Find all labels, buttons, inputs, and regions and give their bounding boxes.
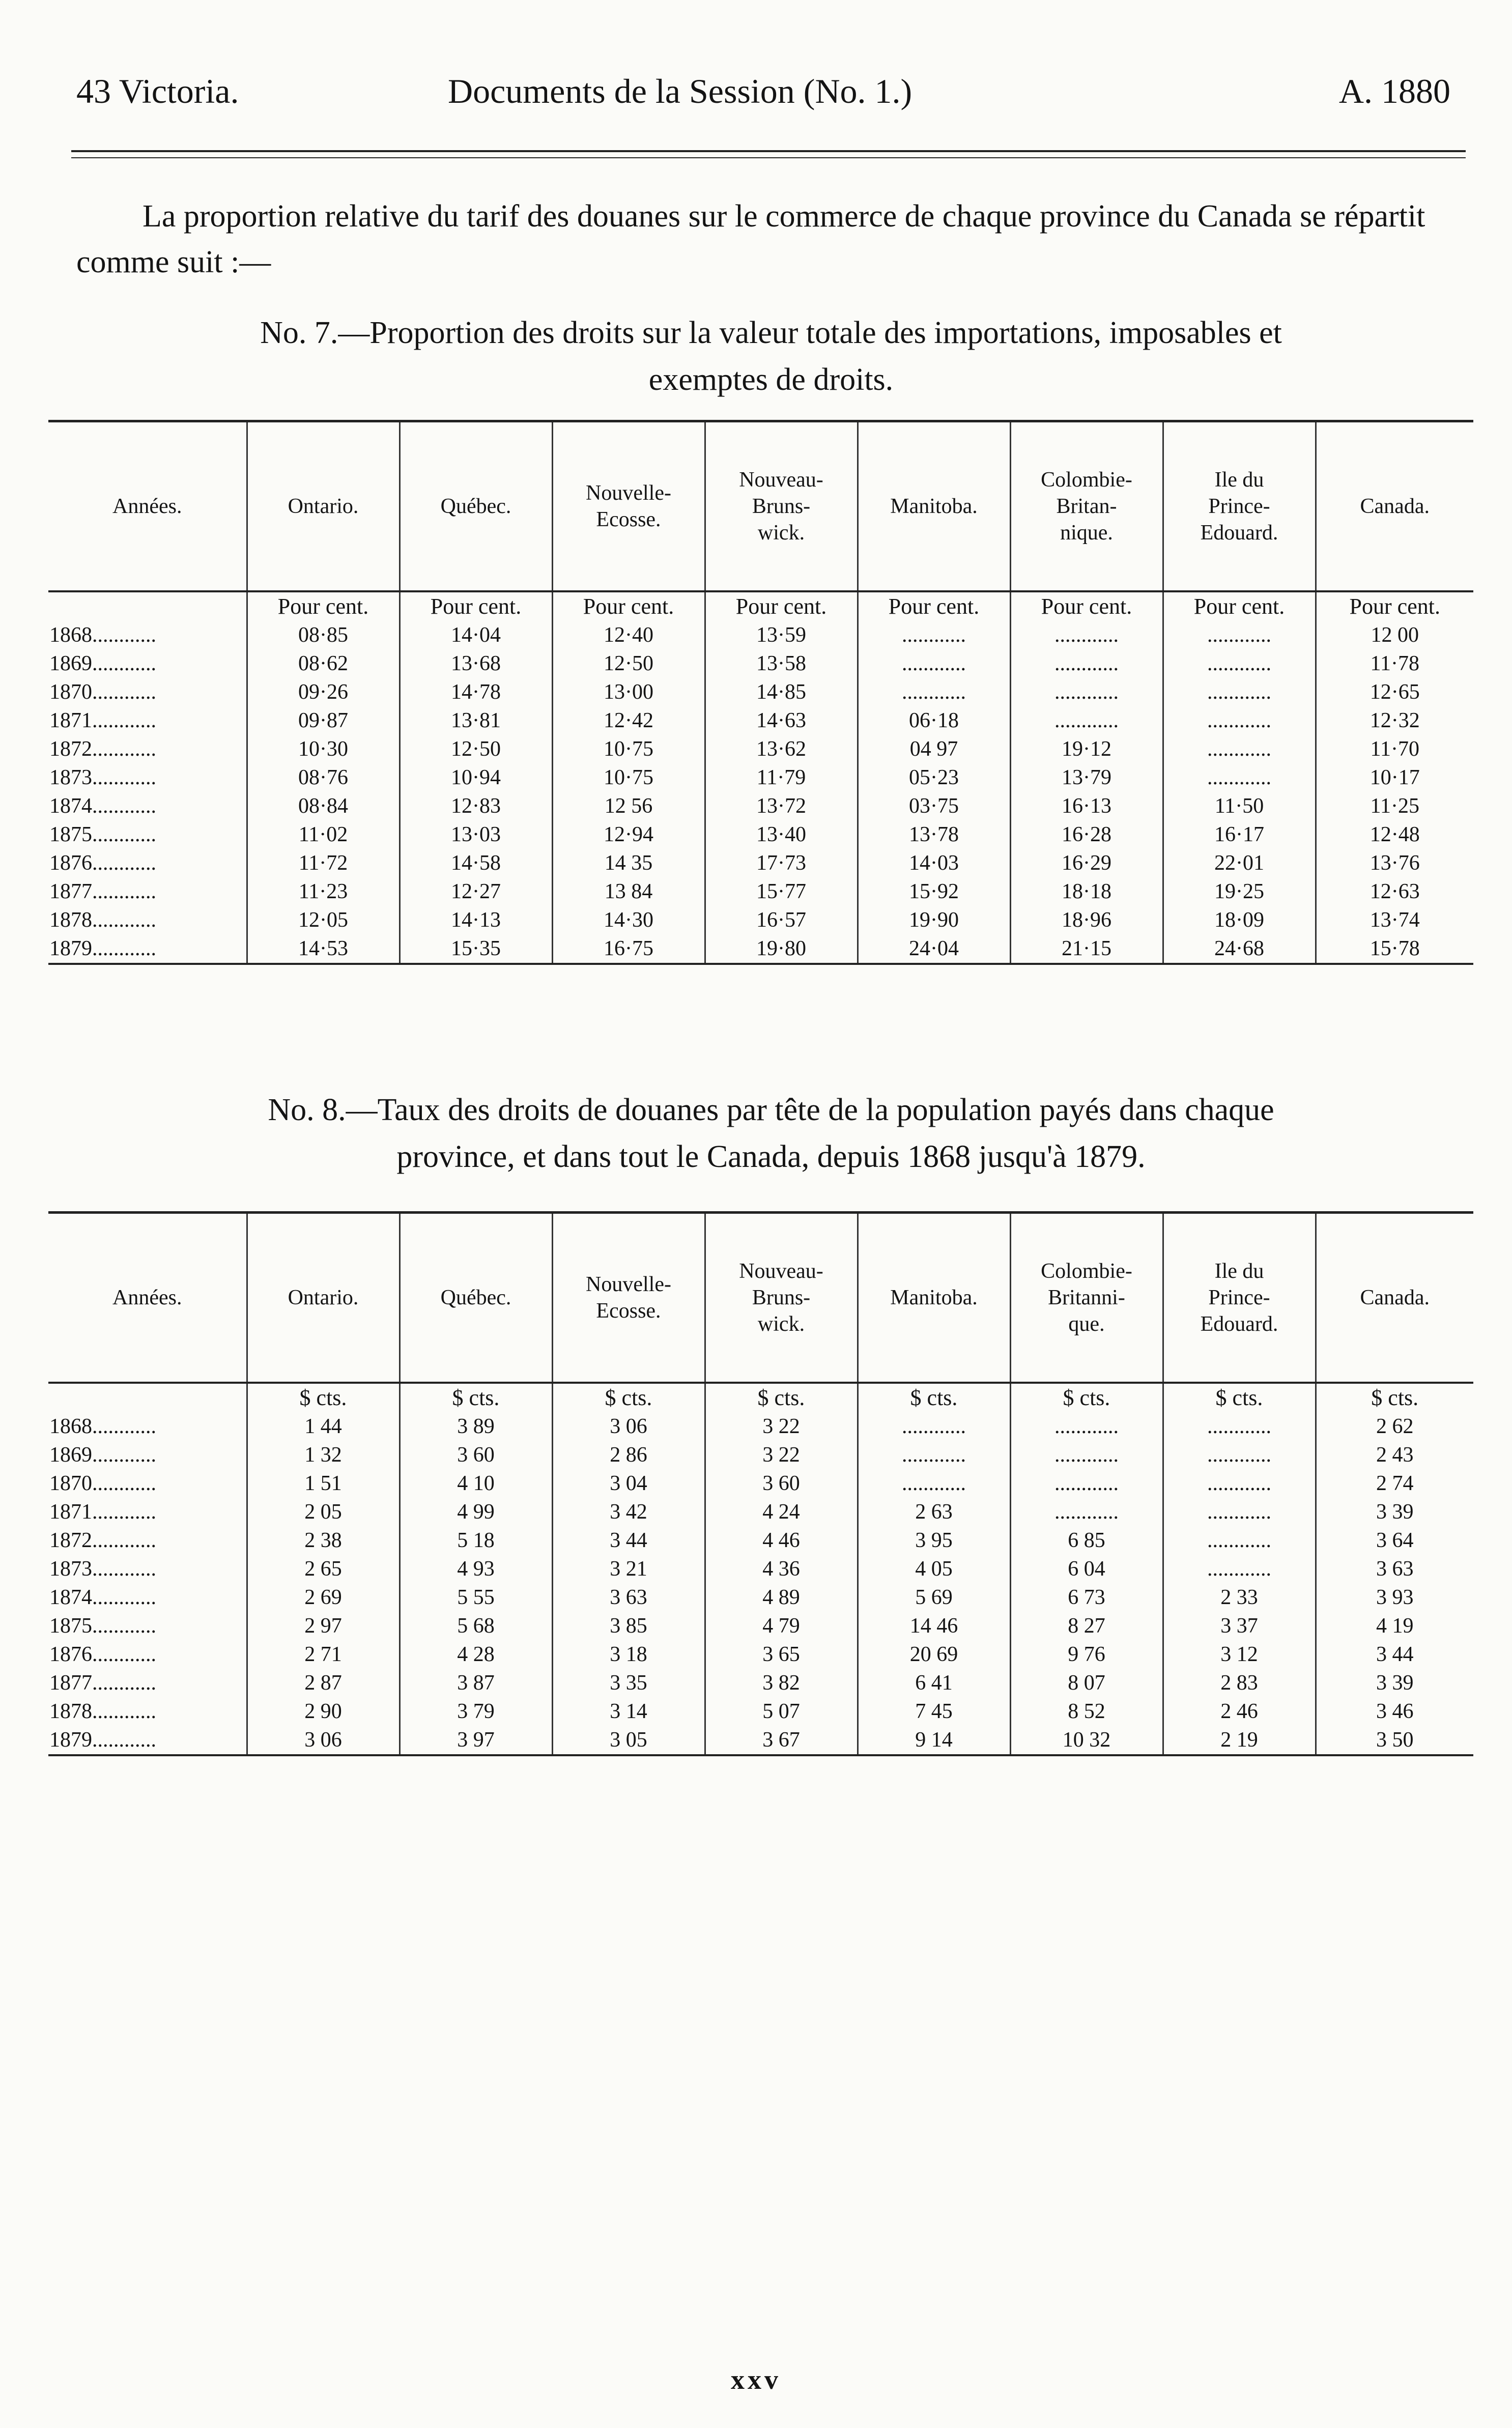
value-cell: 4 28 <box>400 1640 552 1669</box>
year-cell: 1870............ <box>49 1472 156 1495</box>
value-cell: 09·87 <box>247 706 400 735</box>
table7-duty-proportion <box>48 420 1473 965</box>
value-cell: 3 06 <box>552 1412 705 1441</box>
value-cell: ............ <box>1010 1469 1163 1498</box>
value-cell: 8 52 <box>1010 1697 1163 1726</box>
value-cell: 10·94 <box>400 763 552 792</box>
value-cell: 5 07 <box>705 1697 858 1726</box>
value-cell: 13·72 <box>705 792 858 820</box>
year-cell: 1876............ <box>49 851 156 875</box>
table-row <box>48 1441 1473 1469</box>
value-cell: 3 50 <box>1316 1726 1473 1755</box>
value-cell: 24·68 <box>1163 934 1316 964</box>
value-cell: 3 82 <box>705 1669 858 1697</box>
column-header: Nouvelle- Ecosse. <box>552 421 705 592</box>
value-cell: 3 06 <box>247 1726 400 1755</box>
year-cell: 1868............ <box>49 1415 156 1438</box>
column-header: Québec. <box>400 1213 552 1383</box>
value-cell: 4 19 <box>1316 1612 1473 1640</box>
value-cell: 11·02 <box>247 820 400 849</box>
value-cell: 12·63 <box>1316 877 1473 906</box>
value-cell: 2 83 <box>1163 1669 1316 1697</box>
unit-label <box>48 591 247 621</box>
value-cell: 3 97 <box>400 1726 552 1755</box>
value-cell: 15·78 <box>1316 934 1473 964</box>
year-cell: 1877............ <box>49 880 156 903</box>
value-cell: 3 44 <box>1316 1640 1473 1669</box>
table8-caption <box>76 1087 1466 1180</box>
value-cell: 5 18 <box>400 1526 552 1555</box>
value-cell: ............ <box>858 621 1010 649</box>
value-cell: 12·05 <box>247 906 400 934</box>
year-cell: 1874............ <box>49 794 156 818</box>
value-cell: 03·75 <box>858 792 1010 820</box>
value-cell: 2 19 <box>1163 1726 1316 1755</box>
unit-label: $ cts. <box>858 1383 1010 1412</box>
value-cell: 17·73 <box>705 849 858 877</box>
value-cell: 13·79 <box>1010 763 1163 792</box>
value-cell: 12·94 <box>552 820 705 849</box>
value-cell: ............ <box>1163 678 1316 706</box>
value-cell: ............ <box>858 649 1010 678</box>
column-header: Ile du Prince- Edouard. <box>1163 421 1316 592</box>
column-header: Colombie- Britan- nique. <box>1010 421 1163 592</box>
year-cell: 1872............ <box>49 737 156 761</box>
value-cell: 3 05 <box>552 1726 705 1755</box>
value-cell: 13·00 <box>552 678 705 706</box>
table-row <box>48 649 1473 678</box>
value-cell: 2 46 <box>1163 1697 1316 1726</box>
value-cell: 08·62 <box>247 649 400 678</box>
unit-label: $ cts. <box>1163 1383 1316 1412</box>
value-cell: 18·96 <box>1010 906 1163 934</box>
value-cell: 3 18 <box>552 1640 705 1669</box>
page-header <box>76 56 1461 117</box>
value-cell: 9 14 <box>858 1726 1010 1755</box>
column-header: Manitoba. <box>858 1213 1010 1383</box>
value-cell: 4 36 <box>705 1555 858 1583</box>
table-row <box>48 849 1473 877</box>
value-cell: 1 32 <box>247 1441 400 1469</box>
value-cell: 9 76 <box>1010 1640 1163 1669</box>
unit-label: Pour cent. <box>1316 591 1473 621</box>
table8-duty-per-capita <box>48 1211 1473 1756</box>
table-row <box>48 1697 1473 1726</box>
value-cell: 16·17 <box>1163 820 1316 849</box>
unit-label: $ cts. <box>400 1383 552 1412</box>
value-cell: ............ <box>1163 1441 1316 1469</box>
value-cell: 11·72 <box>247 849 400 877</box>
value-cell: ............ <box>1163 1469 1316 1498</box>
value-cell: 6 73 <box>1010 1583 1163 1612</box>
value-cell: 12·32 <box>1316 706 1473 735</box>
year-cell: 1879............ <box>48 934 247 964</box>
value-cell: 3 14 <box>552 1697 705 1726</box>
table7-header-row <box>48 421 1473 592</box>
value-cell: 3 35 <box>552 1669 705 1697</box>
intro-paragraph: La proportion relative du tarif des douanes sur le commerce de chaque province du Canada se répartit comme suit :— <box>76 199 1425 279</box>
value-cell: 5 68 <box>400 1612 552 1640</box>
value-cell: 3 85 <box>552 1612 705 1640</box>
value-cell: 08·85 <box>247 621 400 649</box>
value-cell: ............ <box>1010 1498 1163 1526</box>
value-cell: 4 89 <box>705 1583 858 1612</box>
table-row <box>48 1498 1473 1526</box>
value-cell: 13·62 <box>705 735 858 763</box>
value-cell: 2 62 <box>1316 1412 1473 1441</box>
value-cell: 1 44 <box>247 1412 400 1441</box>
value-cell: 10 32 <box>1010 1726 1163 1755</box>
value-cell: ............ <box>1163 706 1316 735</box>
table-row <box>48 1726 1473 1755</box>
year-cell: 1869............ <box>49 1443 156 1467</box>
value-cell: 16·13 <box>1010 792 1163 820</box>
value-cell: 4 79 <box>705 1612 858 1640</box>
value-cell: 2 86 <box>552 1441 705 1469</box>
table7-caption-line1: No. 7.—Proportion des droits sur la valeur totale des importations, imposables et <box>260 316 1282 350</box>
value-cell: 11·79 <box>705 763 858 792</box>
value-cell: 11·50 <box>1163 792 1316 820</box>
value-cell: 24·04 <box>858 934 1010 964</box>
value-cell: 4 05 <box>858 1555 1010 1583</box>
value-cell: ............ <box>1010 1412 1163 1441</box>
value-cell: 19·25 <box>1163 877 1316 906</box>
table7-units-row <box>48 591 1473 621</box>
header-rule <box>71 150 1466 158</box>
value-cell: 5 69 <box>858 1583 1010 1612</box>
value-cell: ............ <box>858 1412 1010 1441</box>
value-cell: 08·76 <box>247 763 400 792</box>
table-row <box>48 621 1473 649</box>
value-cell: 21·15 <box>1010 934 1163 964</box>
column-header: Ontario. <box>247 421 400 592</box>
value-cell: ............ <box>858 1469 1010 1498</box>
value-cell: 2 74 <box>1316 1469 1473 1498</box>
value-cell: 19·12 <box>1010 735 1163 763</box>
table-row <box>48 735 1473 763</box>
header-session: 43 Victoria. <box>76 72 239 110</box>
year-cell: 1875............ <box>49 823 156 846</box>
value-cell: 13 84 <box>552 877 705 906</box>
year-cell: 1870............ <box>49 680 156 704</box>
year-cell: 1877............ <box>49 1671 156 1695</box>
unit-label: Pour cent. <box>400 591 552 621</box>
value-cell: 3 64 <box>1316 1526 1473 1555</box>
value-cell: 14·85 <box>705 678 858 706</box>
header-year: A. 1880 <box>1338 72 1450 110</box>
value-cell: 13·59 <box>705 621 858 649</box>
value-cell: 09·26 <box>247 678 400 706</box>
column-header: Années. <box>48 1213 247 1383</box>
value-cell: 3 87 <box>400 1669 552 1697</box>
unit-label: Pour cent. <box>858 591 1010 621</box>
table-row <box>48 820 1473 849</box>
value-cell: 10·17 <box>1316 763 1473 792</box>
column-header: Nouveau- Bruns- wick. <box>705 1213 858 1383</box>
table-row <box>48 1526 1473 1555</box>
column-header: Ile du Prince- Edouard. <box>1163 1213 1316 1383</box>
value-cell: 4 24 <box>705 1498 858 1526</box>
value-cell: 3 37 <box>1163 1612 1316 1640</box>
value-cell: ............ <box>1163 763 1316 792</box>
value-cell: 3 39 <box>1316 1498 1473 1526</box>
value-cell: 13·76 <box>1316 849 1473 877</box>
value-cell: 15·35 <box>400 934 552 964</box>
value-cell: 2 90 <box>247 1697 400 1726</box>
value-cell: 2 69 <box>247 1583 400 1612</box>
value-cell: ............ <box>1010 621 1163 649</box>
table-row <box>48 1669 1473 1697</box>
value-cell: 10·30 <box>247 735 400 763</box>
column-header: Années. <box>48 421 247 592</box>
value-cell: 14·58 <box>400 849 552 877</box>
value-cell: ............ <box>1010 706 1163 735</box>
value-cell: ............ <box>858 1441 1010 1469</box>
value-cell: 18·18 <box>1010 877 1163 906</box>
value-cell: 14 46 <box>858 1612 1010 1640</box>
year-cell: 1869............ <box>49 652 156 675</box>
year-cell: 1868............ <box>49 623 156 647</box>
value-cell: ............ <box>858 678 1010 706</box>
value-cell: 8 07 <box>1010 1669 1163 1697</box>
value-cell: 2 65 <box>247 1555 400 1583</box>
value-cell: 06·18 <box>858 706 1010 735</box>
value-cell: 12·65 <box>1316 678 1473 706</box>
table-row <box>48 1412 1473 1441</box>
table8-header-row <box>48 1213 1473 1383</box>
value-cell: 1 51 <box>247 1469 400 1498</box>
value-cell: ............ <box>1163 1498 1316 1526</box>
value-cell: 13·81 <box>400 706 552 735</box>
value-cell: 13·40 <box>705 820 858 849</box>
table-row <box>48 706 1473 735</box>
value-cell: 3 12 <box>1163 1640 1316 1669</box>
value-cell: 14·63 <box>705 706 858 735</box>
value-cell: 3 44 <box>552 1526 705 1555</box>
value-cell: ............ <box>1010 678 1163 706</box>
value-cell: 12 56 <box>552 792 705 820</box>
value-cell: 3 89 <box>400 1412 552 1441</box>
unit-label <box>48 1383 247 1412</box>
unit-label: $ cts. <box>552 1383 705 1412</box>
year-cell: 1873............ <box>49 766 156 789</box>
value-cell: 12·42 <box>552 706 705 735</box>
value-cell: 12·40 <box>552 621 705 649</box>
value-cell: 6 04 <box>1010 1555 1163 1583</box>
value-cell: 2 63 <box>858 1498 1010 1526</box>
table-row <box>48 1583 1473 1612</box>
value-cell: ............ <box>1163 621 1316 649</box>
table7-caption-line2: exemptes de droits. <box>648 362 894 397</box>
value-cell: 2 33 <box>1163 1583 1316 1612</box>
column-header: Canada. <box>1316 1213 1473 1383</box>
column-header: Nouveau- Bruns- wick. <box>705 421 858 592</box>
value-cell: 14·03 <box>858 849 1010 877</box>
value-cell: 6 85 <box>1010 1526 1163 1555</box>
column-header: Ontario. <box>247 1213 400 1383</box>
value-cell: 14·78 <box>400 678 552 706</box>
column-header: Québec. <box>400 421 552 592</box>
value-cell: 2 38 <box>247 1526 400 1555</box>
value-cell: 12·27 <box>400 877 552 906</box>
value-cell: 3 60 <box>400 1441 552 1469</box>
value-cell: 13·58 <box>705 649 858 678</box>
value-cell: 3 95 <box>858 1526 1010 1555</box>
value-cell: 11·78 <box>1316 649 1473 678</box>
value-cell: 12 00 <box>1316 621 1473 649</box>
value-cell: 3 22 <box>705 1412 858 1441</box>
value-cell: 18·09 <box>1163 906 1316 934</box>
table7-caption <box>76 309 1466 403</box>
value-cell: ............ <box>1163 735 1316 763</box>
year-cell: 1873............ <box>49 1557 156 1581</box>
value-cell: 14·53 <box>247 934 400 964</box>
value-cell: 5 55 <box>400 1583 552 1612</box>
unit-label: Pour cent. <box>1010 591 1163 621</box>
value-cell: 19·90 <box>858 906 1010 934</box>
header-document: Documents de la Session (No. 1.) <box>448 72 912 110</box>
value-cell: 3 22 <box>705 1441 858 1469</box>
table-row <box>48 763 1473 792</box>
value-cell: 6 41 <box>858 1669 1010 1697</box>
value-cell: 13·03 <box>400 820 552 849</box>
value-cell: 8 27 <box>1010 1612 1163 1640</box>
table-row <box>48 678 1473 706</box>
value-cell: 3 93 <box>1316 1583 1473 1612</box>
value-cell: 4 99 <box>400 1498 552 1526</box>
unit-label: Pour cent. <box>247 591 400 621</box>
value-cell: 12·50 <box>400 735 552 763</box>
unit-label: Pour cent. <box>1163 591 1316 621</box>
value-cell: 13·78 <box>858 820 1010 849</box>
value-cell: 3 67 <box>705 1726 858 1755</box>
value-cell: 3 63 <box>1316 1555 1473 1583</box>
value-cell: 10·75 <box>552 763 705 792</box>
value-cell: 11·70 <box>1316 735 1473 763</box>
table-row <box>48 1640 1473 1669</box>
unit-label: Pour cent. <box>705 591 858 621</box>
value-cell: 14 35 <box>552 849 705 877</box>
table-row <box>48 906 1473 934</box>
column-header: Colombie- Britanni- que. <box>1010 1213 1163 1383</box>
value-cell: ............ <box>1163 1555 1316 1583</box>
page-number: xxv <box>731 2364 781 2395</box>
value-cell: 15·77 <box>705 877 858 906</box>
table-row <box>48 934 1473 964</box>
column-header: Manitoba. <box>858 421 1010 592</box>
value-cell: 13·68 <box>400 649 552 678</box>
value-cell: 16·29 <box>1010 849 1163 877</box>
value-cell: 4 46 <box>705 1526 858 1555</box>
table8-units-row <box>48 1383 1473 1412</box>
year-cell: 1878............ <box>49 908 156 932</box>
column-header: Nouvelle- Ecosse. <box>552 1213 705 1383</box>
value-cell: 4 93 <box>400 1555 552 1583</box>
unit-label: $ cts. <box>1010 1383 1163 1412</box>
value-cell: ............ <box>1010 1441 1163 1469</box>
value-cell: 10·75 <box>552 735 705 763</box>
value-cell: 2 05 <box>247 1498 400 1526</box>
value-cell: 7 45 <box>858 1697 1010 1726</box>
value-cell: 14·30 <box>552 906 705 934</box>
value-cell: 08·84 <box>247 792 400 820</box>
value-cell: 2 71 <box>247 1640 400 1669</box>
table-row <box>48 1612 1473 1640</box>
year-cell: 1879............ <box>48 1726 247 1755</box>
value-cell: 3 04 <box>552 1469 705 1498</box>
value-cell: 3 63 <box>552 1583 705 1612</box>
value-cell: 2 97 <box>247 1612 400 1640</box>
value-cell: 04 97 <box>858 735 1010 763</box>
year-cell: 1874............ <box>49 1586 156 1609</box>
table-row <box>48 792 1473 820</box>
value-cell: 2 87 <box>247 1669 400 1697</box>
value-cell: 3 42 <box>552 1498 705 1526</box>
value-cell: 20 69 <box>858 1640 1010 1669</box>
year-cell: 1872............ <box>49 1529 156 1552</box>
value-cell: 3 79 <box>400 1697 552 1726</box>
value-cell: 2 43 <box>1316 1441 1473 1469</box>
unit-label: Pour cent. <box>552 591 705 621</box>
value-cell: 12·50 <box>552 649 705 678</box>
value-cell: 16·28 <box>1010 820 1163 849</box>
value-cell: 3 65 <box>705 1640 858 1669</box>
value-cell: 16·57 <box>705 906 858 934</box>
value-cell: 12·48 <box>1316 820 1473 849</box>
table-row <box>48 1469 1473 1498</box>
column-header: Canada. <box>1316 421 1473 592</box>
table-row <box>48 1555 1473 1583</box>
value-cell: 3 60 <box>705 1469 858 1498</box>
year-cell: 1876............ <box>49 1643 156 1666</box>
value-cell: 3 39 <box>1316 1669 1473 1697</box>
value-cell: 3 21 <box>552 1555 705 1583</box>
value-cell: 4 10 <box>400 1469 552 1498</box>
value-cell: 11·25 <box>1316 792 1473 820</box>
year-cell: 1871............ <box>49 1500 156 1524</box>
value-cell: 16·75 <box>552 934 705 964</box>
unit-label: $ cts. <box>705 1383 858 1412</box>
value-cell: ............ <box>1163 1526 1316 1555</box>
value-cell: 15·92 <box>858 877 1010 906</box>
unit-label: $ cts. <box>247 1383 400 1412</box>
value-cell: 05·23 <box>858 763 1010 792</box>
value-cell: ............ <box>1010 649 1163 678</box>
value-cell: 22·01 <box>1163 849 1316 877</box>
value-cell: 14·04 <box>400 621 552 649</box>
value-cell: ............ <box>1163 649 1316 678</box>
table8-caption-line2: province, et dans tout le Canada, depuis 1868 jusqu'à 1879. <box>396 1139 1146 1174</box>
value-cell: 11·23 <box>247 877 400 906</box>
year-cell: 1875............ <box>49 1614 156 1638</box>
value-cell: 19·80 <box>705 934 858 964</box>
value-cell: 12·83 <box>400 792 552 820</box>
value-cell: 14·13 <box>400 906 552 934</box>
value-cell: ............ <box>1163 1412 1316 1441</box>
value-cell: 13·74 <box>1316 906 1473 934</box>
table8-caption-line1: No. 8.—Taux des droits de douanes par tête de la population payés dans chaque <box>268 1093 1274 1127</box>
unit-label: $ cts. <box>1316 1383 1473 1412</box>
year-cell: 1878............ <box>49 1700 156 1723</box>
year-cell: 1871............ <box>49 709 156 732</box>
table-row <box>48 877 1473 906</box>
value-cell: 3 46 <box>1316 1697 1473 1726</box>
